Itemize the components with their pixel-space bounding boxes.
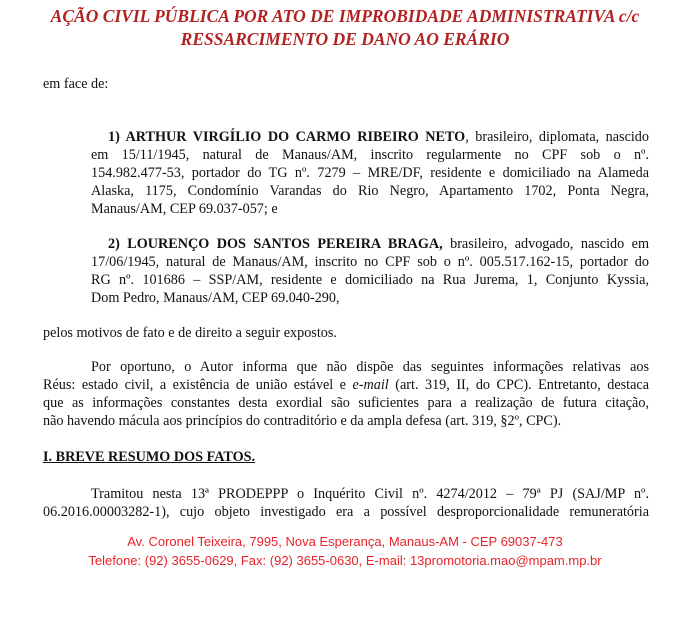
defendant-1-line-4: Alaska, 1175, Condomínio Varandas do Rio Negro, Apartamento 1702, Ponta Negra, [91, 183, 649, 199]
intro-text: em face de: [43, 76, 109, 92]
defendant-1-line-5: Manaus/AM, CEP 69.037-057; e [91, 201, 278, 217]
document-title [30, 5, 660, 51]
defendant-1-paragraph [91, 128, 649, 218]
facts-line-1: Tramitou nesta 13ª PRODEPPP o Inquérito Civil nº. 4274/2012 ‒ 79ª PJ (SAJ/MP nº. [91, 486, 649, 502]
motives-text: pelos motivos de fato e de direito a seguir expostos. [43, 325, 337, 341]
facts-line-2: 06.2016.00003282-1), cujo objeto investigado era a possível desproporcionalidade remuneratória [43, 504, 649, 520]
title-line-2: RESSARCIMENTO DE DANO AO ERÁRIO [180, 29, 510, 49]
defendant-2-line-3: RG nº. 101686 ‒ SSP/AM, residente e domiciliado na Rua Jurema, 1, Conjunto Kyssia, [91, 272, 649, 288]
info-line-4: não havendo mácula aos princípios do contraditório e da ampla defesa (art. 319, §2º, CPC). [43, 413, 562, 429]
defendant-2-name: 2) LOURENÇO DOS SANTOS PEREIRA BRAGA, [108, 236, 443, 252]
page-footer [30, 533, 660, 570]
defendant-1-line-1-rest: , brasileiro, diplomata, nascido [465, 129, 649, 145]
defendant-2-line-4: Dom Pedro, Manaus/AM, CEP 69.040-290, [91, 290, 340, 306]
defendant-1-line-3: 154.982.477-53, portador do TG nº. 7279 ‒ MRE/DF, residente e domiciliado na Alameda [91, 165, 649, 181]
defendant-1-line-2: em 15/11/1945, natural de Manaus/AM, inscrito regularmente no CPF sob o nº. [91, 147, 649, 163]
info-line-2-b: (art. 319, II, do CPC). Entretanto, destaca [388, 377, 650, 393]
footer-address: Av. Coronel Teixeira, 7995, Nova Esperança, Manaus-AM - CEP 69037-473 [127, 534, 563, 549]
defendant-2-paragraph [91, 235, 649, 307]
defendant-1-line-1 [91, 128, 649, 146]
info-paragraph [43, 358, 649, 430]
defendant-2-line-2: 17/06/1945, natural de Manaus/AM, inscrito no CPF sob o nº. 005.517.162-15, portador do [91, 254, 649, 270]
info-email-term: e-mail [352, 377, 389, 393]
defendant-2-line-1 [91, 235, 649, 253]
facts-paragraph [43, 485, 649, 521]
info-line-2-a: Réus: estado civil, a existência de união estável e [43, 377, 353, 393]
footer-contact: Telefone: (92) 3655-0629, Fax: (92) 3655-0630, E-mail: 13promotoria.mao@mpam.mp.br [88, 552, 602, 568]
defendant-1-name: 1) ARTHUR VIRGÍLIO DO CARMO RIBEIRO NETO [108, 129, 466, 145]
info-line-1: Por oportuno, o Autor informa que não dispõe das seguintes informações relativas aos [91, 359, 649, 375]
info-line-3: que as informações constantes desta exordial são suficientes para a realização de futura citação, [43, 395, 649, 411]
defendant-2-line-1-rest: brasileiro, advogado, nascido em [442, 236, 650, 252]
section-heading: I. BREVE RESUMO DOS FATOS. [43, 449, 256, 465]
info-line-2 [43, 376, 649, 394]
title-line-1: AÇÃO CIVIL PÚBLICA POR ATO DE IMPROBIDADE ADMINISTRATIVA c/c [50, 6, 640, 26]
